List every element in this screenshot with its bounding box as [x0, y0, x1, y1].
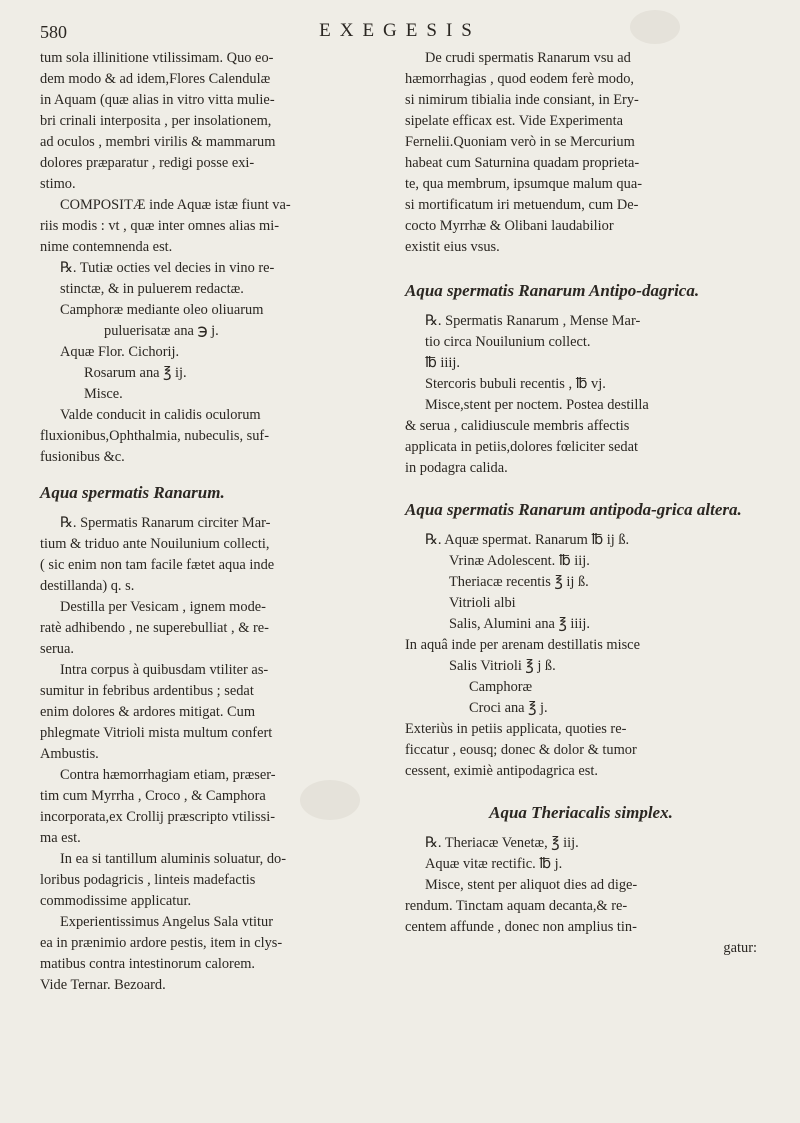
text-line: phlegmate Vitrioli mista multum confert	[40, 725, 273, 741]
text-line: ℞. Spermatis Ranarum circiter Mar-	[60, 515, 271, 531]
recipe-line: Camphoræ	[469, 679, 533, 695]
recipe-line: Salis Vitrioli ℥ j ß.	[449, 658, 556, 674]
recipe-line: rendum. Tinctam aquam decanta,& re-	[405, 898, 628, 914]
section-aqua-theriacalis	[405, 833, 757, 959]
right-intro-paragraph	[405, 48, 757, 258]
recipe-line: ℞. Theriacæ Venetæ, ℥ iij.	[425, 835, 579, 851]
text-line: serua.	[40, 641, 74, 657]
text-line: De crudi spermatis Ranarum vsu ad	[425, 50, 631, 66]
text-line: loribus podagricis , linteis madefactis	[40, 872, 256, 888]
text-line: Intra corpus à quibusdam vtiliter as-	[60, 662, 269, 678]
text-line: stimo.	[40, 176, 76, 192]
text-line: tium & triduo ante Nouilunium collecti,	[40, 536, 270, 552]
text-line: tio circa Nouilunium collect.	[425, 334, 591, 350]
recipe-line: ℞. Tutiæ octies vel decies in vino re-	[60, 260, 275, 276]
left-column	[40, 48, 388, 996]
text-line: COMPOSITÆ inde Aquæ istæ fiunt va-	[60, 197, 291, 213]
running-title: EXEGESIS	[319, 20, 481, 41]
text-line: ( sic enim non tam facile fætet aqua inde	[40, 557, 275, 573]
section-antipodagrica	[405, 311, 757, 479]
recipe-line: Valde conducit in calidis oculorum	[60, 407, 261, 423]
text-line: Destilla per Vesicam , ignem mode-	[60, 599, 266, 615]
text-line: ratè adhibendo , ne superebulliat , & re-	[40, 620, 269, 636]
text-line: tum sola illinitione vtilissimam. Quo eo-	[40, 50, 274, 66]
recipe-line: Aquæ vitæ rectific. ℔ j.	[425, 856, 563, 872]
text-line: Ambustis.	[40, 746, 99, 762]
text-line: incorporata,ex Crollij præscripto vtilissi-	[40, 809, 276, 825]
recipe-line: Rosarum ana ℥ ij.	[84, 365, 187, 381]
text-line: Vide Ternar. Bezoard.	[40, 977, 166, 993]
recipe-line: Exteriùs in petiis applicata, quoties re-	[405, 721, 627, 737]
text-line: ℞. Spermatis Ranarum , Mense Mar-	[425, 313, 641, 329]
text-line: enim dolores & ardores mitigat. Cum	[40, 704, 256, 720]
text-line: si mortificatum iri metuendum, cum De-	[405, 197, 639, 213]
text-line: dolores præparatur , redigi posse exi-	[40, 155, 255, 171]
text-line: nime contemnenda est.	[40, 239, 173, 255]
text-line: ma est.	[40, 830, 81, 846]
text-line: ea in prænimio ardore pestis, item in clys-	[40, 935, 283, 951]
text-line: Contra hæmorrhagiam etiam, præser-	[60, 767, 276, 783]
section-aqua-spermatis	[40, 513, 388, 996]
text-line: sumitur in febribus ardentibus ; sedat	[40, 683, 254, 699]
recipe-line: Camphoræ mediante oleo oliuarum	[60, 302, 264, 318]
text-line: Fernelii.Quoniam verò in se Mercurium	[405, 134, 635, 150]
catchword: gatur:	[723, 940, 757, 956]
recipe-line: stinctæ, & in puluerem redactæ.	[60, 281, 244, 297]
section-antipodagrica-altera	[405, 530, 757, 782]
recipe-line: ficcatur , eousq; donec & dolor & tumor	[405, 742, 637, 758]
text-line: in podagra calida.	[405, 460, 508, 476]
recipe-line: cessent, eximiè antipodagrica est.	[405, 763, 599, 779]
text-line: matibus contra intestinorum calorem.	[40, 956, 256, 972]
recipe-line: fluxionibus,Ophthalmia, nubeculis, suf-	[40, 428, 270, 444]
recipe-line: puluerisatæ ana ℈ j.	[104, 323, 219, 339]
recipe-line: Vitrioli albi	[449, 595, 516, 611]
recipe-line: Aquæ Flor. Cichorij.	[60, 344, 180, 360]
text-line: dem modo & ad idem,Flores Calendulæ	[40, 71, 271, 87]
text-line: riis modis : vt , quæ inter omnes alias mi-	[40, 218, 280, 234]
section-heading: Aqua Theriacalis simplex.	[489, 803, 673, 822]
left-intro-paragraph	[40, 48, 388, 258]
right-column	[405, 48, 757, 959]
recipe-line: Misce, stent per aliquot dies ad dige-	[425, 877, 638, 893]
text-line: te, qua membrum, ipsumque malum qua-	[405, 176, 642, 192]
recipe-line: Salis, Alumini ana ℥ iiij.	[449, 616, 591, 632]
section-heading: Aqua spermatis Ranarum.	[40, 483, 225, 502]
recipe-line: ℞. Aquæ spermat. Ranarum ℔ ij ß.	[425, 532, 630, 548]
text-line: ℔ iiij.	[425, 355, 460, 371]
text-line: hæmorrhagias , quod eodem ferè modo,	[405, 71, 634, 87]
running-head	[40, 20, 760, 46]
recipe-tutia	[40, 258, 388, 468]
recipe-line: Theriacæ recentis ℥ ij ß.	[449, 574, 589, 590]
text-line: Misce,stent per noctem. Postea destilla	[425, 397, 649, 413]
section-heading: Aqua spermatis Ranarum antipoda-grica altera.	[405, 500, 742, 519]
text-line: tim cum Myrrha , Croco , & Camphora	[40, 788, 266, 804]
text-line: destillanda) q. s.	[40, 578, 135, 594]
text-line: Experientissimus Angelus Sala vtitur	[60, 914, 274, 930]
text-line: existit eius vsus.	[405, 239, 500, 255]
text-line: Stercoris bubuli recentis , ℔ vj.	[425, 376, 606, 392]
text-line: bri crinali interposita , per insolationem,	[40, 113, 272, 129]
section-heading: Aqua spermatis Ranarum Antipo-dagrica.	[405, 281, 700, 300]
text-line: cocto Myrrhæ & Olibani laudabilior	[405, 218, 614, 234]
recipe-line: In aquâ inde per arenam destillatis misce	[405, 637, 640, 653]
text-line: & serua , calidiuscule membris affectis	[405, 418, 630, 434]
page-number: 580	[40, 22, 67, 42]
recipe-line: centem affunde , donec non amplius tin-	[405, 919, 637, 935]
text-line: sipelate efficax est. Vide Experimenta	[405, 113, 623, 129]
recipe-line: Croci ana ℥ j.	[469, 700, 548, 716]
text-line: ad oculos , membri virilis & mammarum	[40, 134, 276, 150]
text-line: applicata in petiis,dolores fœliciter sedat	[405, 439, 638, 455]
recipe-line: Vrinæ Adolescent. ℔ iij.	[449, 553, 590, 569]
text-line: In ea si tantillum aluminis soluatur, do-	[60, 851, 287, 867]
text-line: in Aquam (quæ alias in vitro vitta mulie-	[40, 92, 275, 108]
text-line: commodissime applicatur.	[40, 893, 192, 909]
text-line: si nimirum tibialia inde consiant, in Ery-	[405, 92, 639, 108]
recipe-line: Misce.	[84, 386, 123, 402]
text-line: habeat cum Saturnina quadam proprieta-	[405, 155, 640, 171]
recipe-line: fusionibus &c.	[40, 449, 125, 465]
